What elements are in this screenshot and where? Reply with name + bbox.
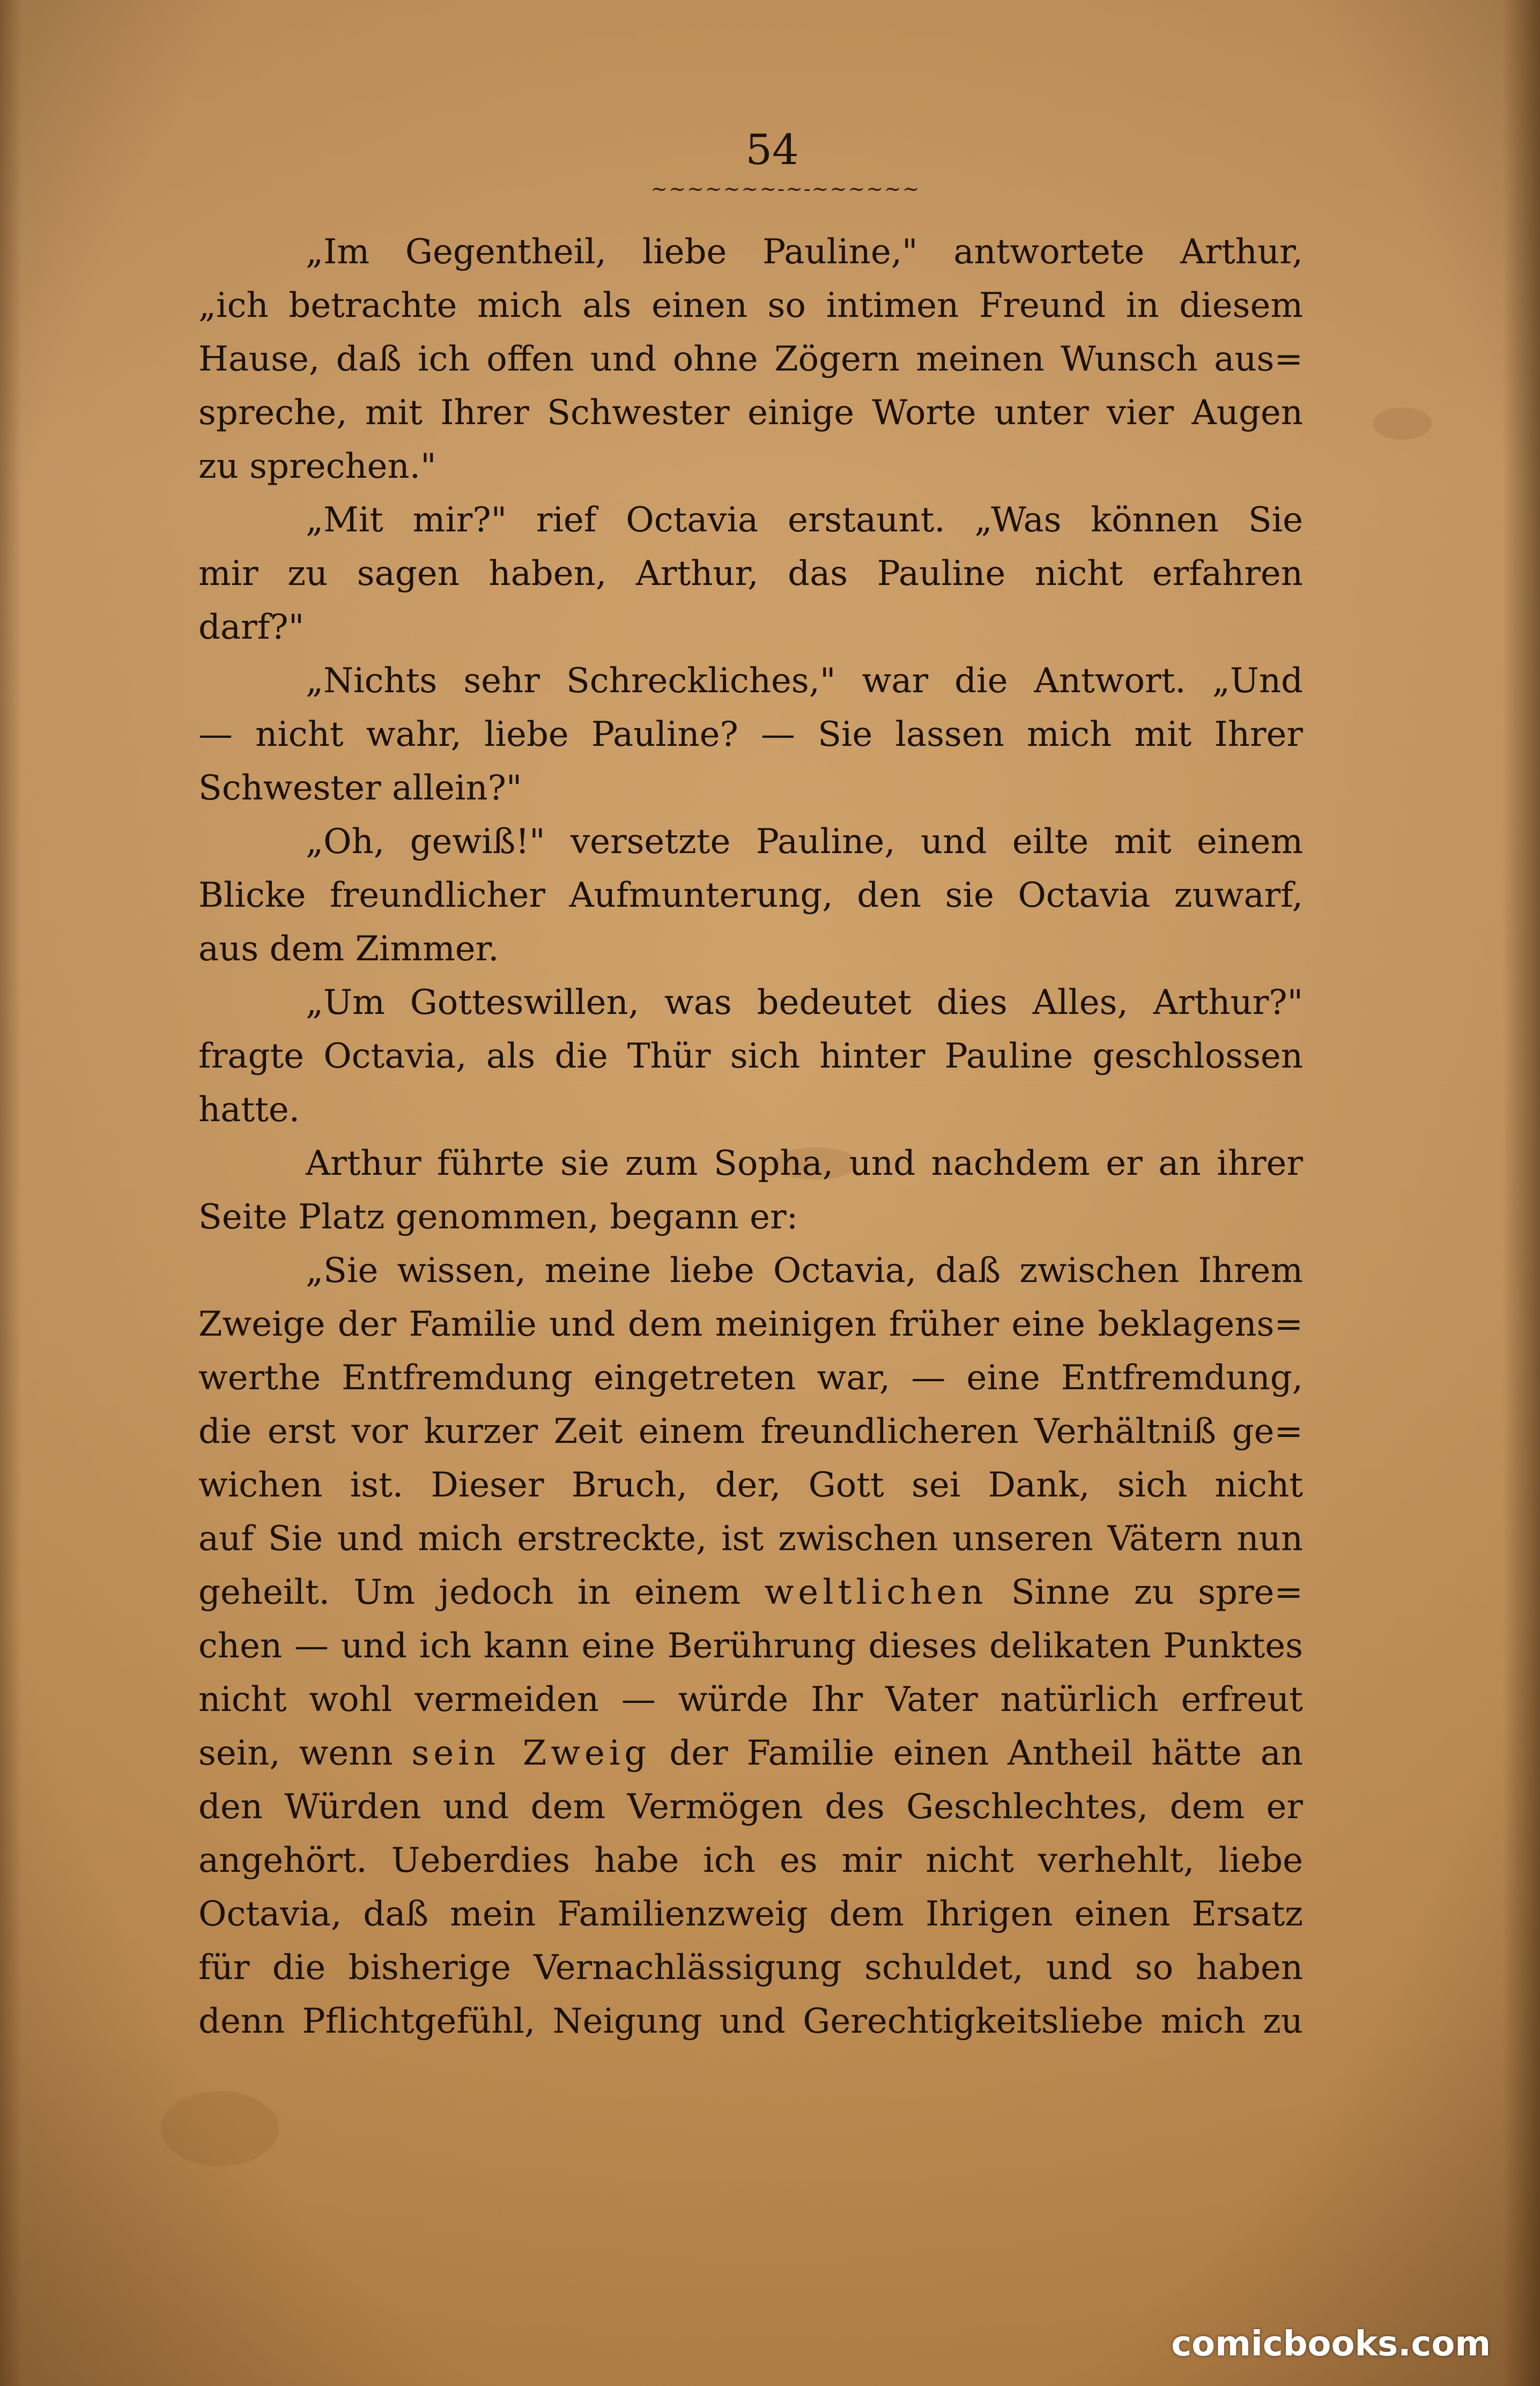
text-line: „Oh, gewiß!" versetzte Pauline, und eilte mit einem [306,822,1303,862]
page-edge-shadow-right [1502,0,1540,2386]
text-line: Schwester allein?" [198,768,522,808]
text-line: „Um Gotteswillen, was bedeutet dies Alles, Arthur?" [306,983,1303,1022]
text-line: „Sie wissen, meine liebe Octavia, daß zwischen Ihrem [306,1251,1303,1291]
text-line: für die bisherige Vernachlässigung schuldet, und so haben [198,1948,1303,1988]
body-text [198,225,1303,2048]
text-line: chen — und ich kann eine Berührung dieses delikaten Punktes [198,1626,1303,1666]
text-line: hatte. [198,1090,300,1130]
text-line: Hause, daß ich offen und ohne Zögern meinen Wunsch aus= [198,339,1303,379]
text-line: aus dem Zimmer. [198,929,499,969]
text-line: die erst vor kurzer Zeit einem freundlicheren Verhältniß ge= [198,1412,1303,1451]
text-line: — nicht wahr, liebe Pauline? — Sie lassen mich mit Ihrer [198,715,1303,754]
emphasized-word: sein Zweig [411,1733,651,1773]
text-line: nicht wohl vermeiden — würde Ihr Vater natürlich erfreut [198,1680,1303,1720]
text-line: denn Pflichtgefühl, Neigung und Gerechtigkeitsliebe mich zu [198,2002,1303,2041]
text-line: darf?" [198,607,305,647]
text-line: geheilt. Um jedoch in einem weltlichen Sinne zu spre= [198,1573,1303,1612]
text-line: Seite Platz genommen, begann er: [198,1197,798,1237]
text-line: „Nichts sehr Schreckliches," war die Antwort. „Und [306,661,1303,701]
text-line: „Mit mir?" rief Octavia erstaunt. „Was können Sie [306,500,1303,540]
text-line: fragte Octavia, als die Thür sich hinter Pauline geschlossen [198,1036,1303,1076]
text-line: spreche, mit Ihrer Schwester einige Worte unter vier Augen [198,393,1303,433]
text-line: „Im Gegentheil, liebe Pauline," antwortete Arthur, [306,232,1303,272]
text-line: Blicke freundlicher Aufmunterung, den sie Octavia zuwarf, [198,876,1303,915]
text-line: angehört. Ueberdies habe ich es mir nicht verhehlt, liebe [198,1841,1303,1880]
text-line: Arthur führte sie zum Sopha, und nachdem er an ihrer [306,1144,1303,1183]
text-line: „ich betrachte mich als einen so intimen Freund in diesem [198,286,1303,325]
header-ornament: ~~~~~~~-~-~~~~~~ [650,177,921,201]
text-line: den Würden und dem Vermögen des Geschlechtes, dem er [198,1787,1303,1827]
paper-stain [1373,407,1432,440]
text-line: mir zu sagen haben, Arthur, das Pauline nicht erfahren [198,554,1303,594]
page-number: 54 [745,126,799,174]
text-line: wichen ist. Dieser Bruch, der, Gott sei Dank, sich nicht [198,1465,1303,1505]
emphasized-word: weltlichen [764,1573,988,1612]
text-line: Zweige der Familie und dem meinigen früher eine beklagens= [198,1305,1303,1344]
text-line: Octavia, daß mein Familienzweig dem Ihrigen einen Ersatz [198,1894,1303,1934]
text-line: werthe Entfremdung eingetreten war, — eine Entfremdung, [198,1358,1303,1398]
page-edge-shadow-left [0,0,21,2386]
text-line: sein, wenn sein Zweig der Familie einen Antheil hätte an [198,1733,1303,1773]
text-line: zu sprechen." [198,447,436,486]
paper-stain [161,2091,279,2166]
watermark-logo: comicbooks.com [1171,2324,1491,2364]
text-line: auf Sie und mich erstreckte, ist zwischen unseren Vätern nun [198,1519,1303,1559]
